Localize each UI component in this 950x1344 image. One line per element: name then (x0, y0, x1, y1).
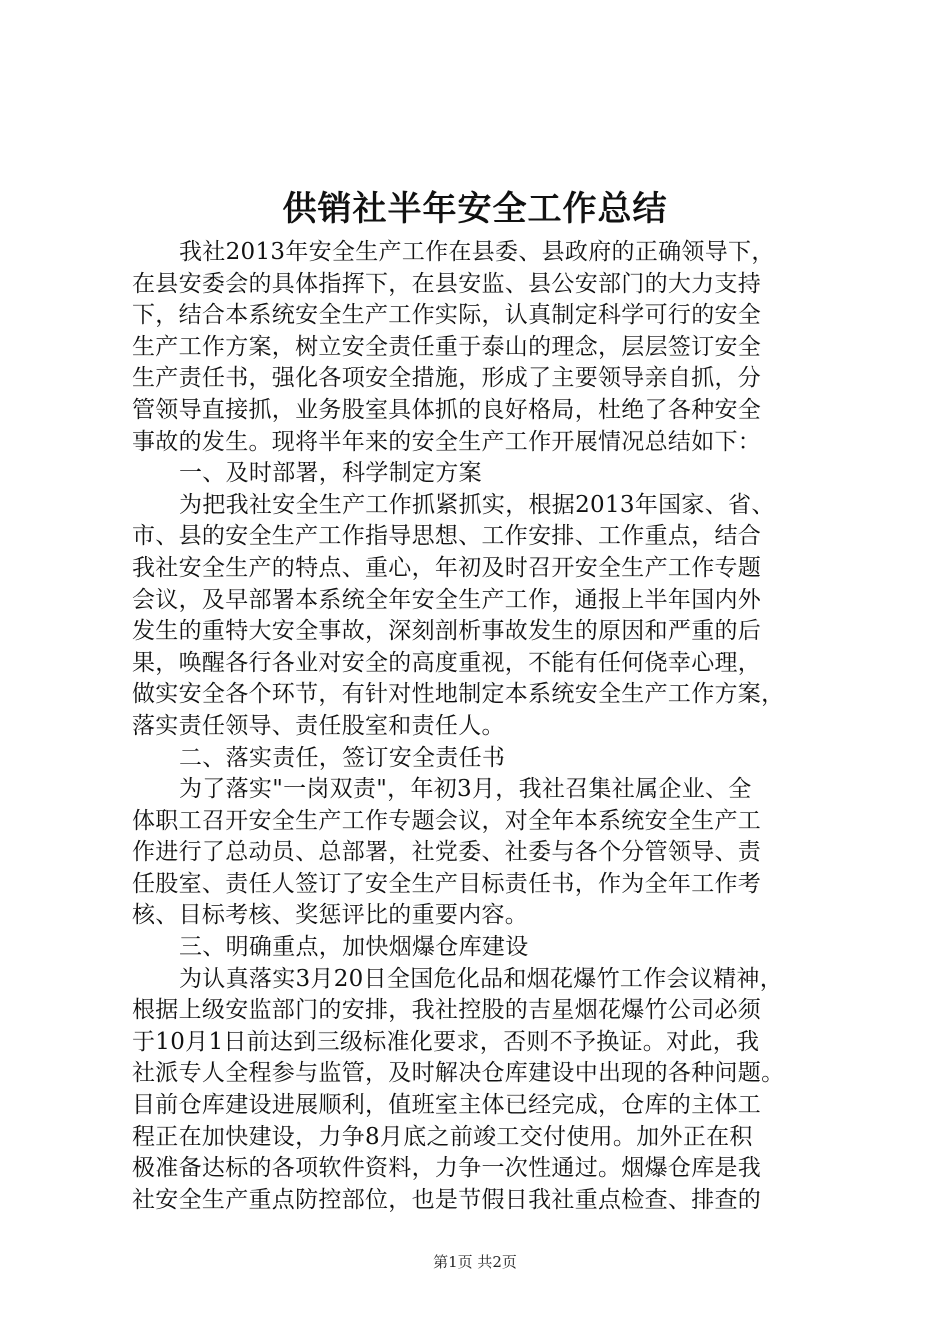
body-line: 会议，及早部署本系统全年安全生产工作，通报上半年国内外 (132, 586, 762, 613)
body-line: 根据上级安监部门的安排，我社控股的吉星烟花爆竹公司必须 (132, 997, 762, 1024)
body-line: 落实责任领导、责任股室和责任人。 (132, 712, 505, 739)
body-line: 市、县的安全生产工作指导思想、工作安排、工作重点，结合 (132, 523, 762, 550)
section-heading: 二、落实责任，签订安全责任书 (179, 744, 506, 771)
body-line: 目前仓库建设进展顺利，值班室主体已经完成，仓库的主体工 (132, 1092, 762, 1119)
body-line: 作进行了总动员、总部署，社党委、社委与各个分管领导、责 (132, 839, 762, 866)
page-number-footer: 第1页 共2页 (433, 1253, 517, 1271)
body-line: 社安全生产重点防控部位，也是节假日我社重点检查、排查的 (132, 1186, 762, 1213)
body-line: 于10月1日前达到三级标准化要求，否则不予换证。对此，我 (132, 1028, 760, 1055)
body-line: 生产责任书，强化各项安全措施，形成了主要领导亲自抓，分 (132, 365, 762, 392)
body-line: 做实安全各个环节，有针对性地制定本系统安全生产工作方案， (132, 681, 785, 708)
body-line: 为把我社安全生产工作抓紧抓实，根据2013年国家、省、 (179, 491, 775, 518)
section-heading: 一、及时部署，科学制定方案 (179, 460, 482, 487)
body-line: 我社安全生产的特点、重心，年初及时召开安全生产工作专题 (132, 554, 762, 581)
body-line: 为认真落实3月20日全国危化品和烟花爆竹工作会议精神， (179, 965, 783, 992)
body-line: 极准备达标的各项软件资料，力争一次性通过。烟爆仓库是我 (132, 1155, 762, 1182)
body-line: 为了落实"一岗双责"，年初3月，我社召集社属企业、全 (179, 776, 752, 803)
body-line: 我社2013年安全生产工作在县委、县政府的正确领导下， (179, 239, 775, 265)
body-line: 发生的重特大安全事故，深刻剖析事故发生的原因和严重的后 (132, 618, 762, 645)
body-line: 体职工召开安全生产工作专题会议，对全年本系统安全生产工 (132, 807, 762, 834)
body-line: 事故的发生。现将半年来的安全生产工作开展情况总结如下： (132, 428, 762, 455)
body-line: 社派专人全程参与监管，及时解决仓库建设中出现的各种问题。 (132, 1060, 785, 1087)
body-line: 管领导直接抓，业务股室具体抓的良好格局，杜绝了各种安全 (132, 396, 762, 423)
body-line: 任股室、责任人签订了安全生产目标责任书，作为全年工作考 (132, 870, 762, 897)
section-heading: 三、明确重点，加快烟爆仓库建设 (179, 934, 529, 961)
document-body (132, 237, 832, 1216)
body-line: 程正在加快建设，力争8月底之前竣工交付使用。加外正在积 (132, 1123, 753, 1150)
body-line: 下，结合本系统安全生产工作实际，认真制定科学可行的安全 (132, 302, 762, 329)
document-title: 供销社半年安全工作总结 (282, 189, 668, 229)
body-line: 果，唤醒各行各业对安全的高度重视，不能有任何侥幸心理， (132, 649, 762, 676)
body-line: 核、目标考核、奖惩评比的重要内容。 (132, 902, 529, 929)
body-line: 在县安委会的具体指挥下，在县安监、县公安部门的大力支持 (132, 270, 762, 297)
body-line: 生产工作方案，树立安全责任重于泰山的理念，层层签订安全 (132, 333, 762, 360)
